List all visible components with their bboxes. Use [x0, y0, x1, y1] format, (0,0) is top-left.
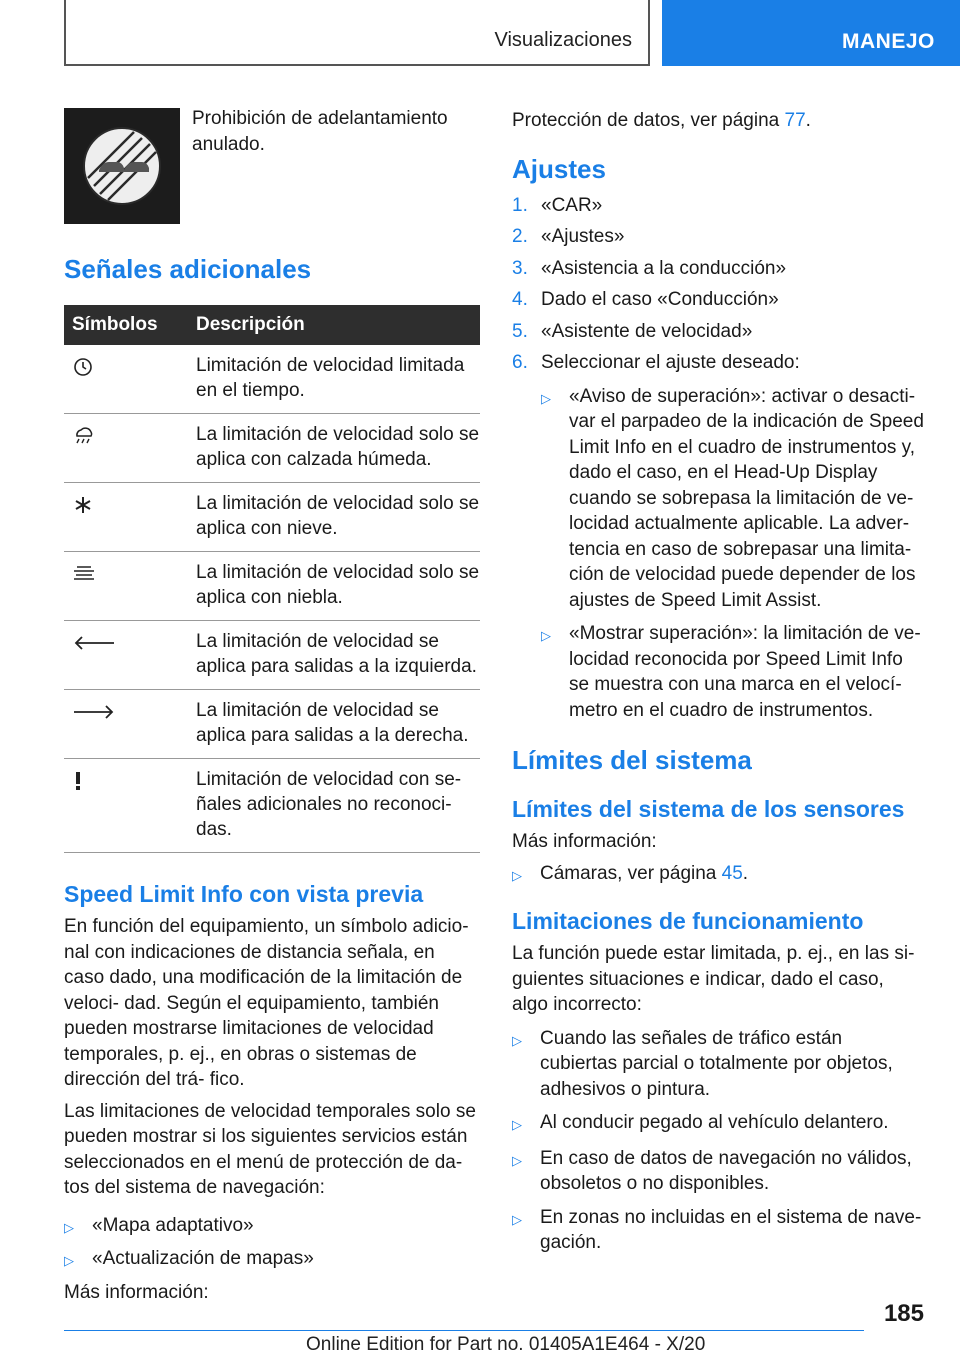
list-item-text: «Aviso de superación»: activar o desacti- var el parpadeo de la indicación de Speed Limit Info en el cuadro de instrumentos y, dado el caso, en el Head-Up Display cuando se sobrepasa la limitación de ve- locidad actualmente aplicable. La adver- tencia en caso de sobrepasar una limita- ción de velocidad puede depender de los ajustes de Speed Limit Assist.: [569, 385, 924, 611]
list-item-text: «Mapa adaptativo»: [92, 1214, 254, 1236]
sign-caption: Prohibición de adelantamiento anulado.: [192, 108, 448, 155]
footer-divider: [64, 1330, 864, 1331]
func-intro: La función puede estar limitada, p. ej., en las si- guientes situaciones e indicar, dado el caso, algo incorrecto:: [512, 943, 915, 1015]
list-item: [512, 1110, 924, 1138]
step-item: [512, 287, 924, 313]
triangle-bullet-icon: ▷: [64, 1253, 74, 1268]
list-item: [512, 1205, 924, 1256]
arrow-left-icon: [72, 641, 116, 658]
triangle-bullet-icon: ▷: [512, 1152, 522, 1168]
header-chapter-title: MANEJO: [842, 30, 935, 53]
list-item-text: Al conducir pegado al vehículo delantero.: [540, 1112, 889, 1133]
list-item: [512, 1026, 924, 1103]
table-row: [64, 345, 480, 414]
step-item: [512, 193, 924, 219]
heading-ajustes: Ajustes: [512, 153, 606, 184]
camaras-suffix: .: [742, 862, 749, 884]
privacy-reference-text: Protección de datos, ver página: [512, 110, 780, 131]
list-item-text: [540, 861, 748, 889]
rain-icon: [72, 434, 96, 451]
step-text: «CAR»: [541, 194, 603, 216]
list-item-text: Cuando las señales de tráfico están cubiertas parcial o totalmente por objetos, adhesivos o pintura.: [540, 1027, 893, 1100]
privacy-page-link[interactable]: 77: [784, 110, 806, 131]
triangle-bullet-icon: ▷: [512, 867, 522, 883]
heading-limites: Límites del sistema: [512, 745, 752, 775]
table-row: [64, 414, 480, 483]
list-item-text: En zonas no incluidas en el sistema de nave- gación.: [540, 1206, 922, 1253]
table-row: [64, 483, 480, 552]
list-item-text: En caso de datos de navegación no válidos, obsoletos o no disponibles.: [540, 1147, 912, 1194]
heading-sensores: Límites del sistema de los sensores: [512, 796, 905, 822]
triangle-bullet-icon: ▷: [541, 390, 551, 406]
heading-senales: Señales adicionales: [64, 254, 312, 284]
list-item: [541, 621, 924, 723]
triangle-bullet-icon: ▷: [512, 1032, 522, 1048]
list-item-text: «Mostrar superación»: la limitación de ve- locidad reconocida por Speed Limit Info se muestra con una marca en el velocí- metro en el cuadro de instrumentos.: [569, 623, 921, 721]
end-no-overtaking-sign-icon: [64, 108, 180, 224]
table-row: [64, 690, 480, 759]
table-row-text: Limitación de velocidad limitada en el tiempo.: [196, 355, 465, 401]
table-row: [64, 759, 480, 853]
step-item: [512, 224, 924, 250]
table-col-description: Descripción: [196, 314, 305, 335]
triangle-bullet-icon: ▷: [541, 628, 551, 643]
table-row-text: Limitación de velocidad con se- ñales adicionales no reconoci- das.: [196, 769, 462, 840]
table-row: [64, 621, 480, 690]
left-column: [64, 108, 480, 1305]
fog-icon: [72, 572, 96, 589]
right-column: [512, 108, 924, 1256]
header-section-title: Visualizaciones: [494, 29, 632, 51]
triangle-bullet-icon: ▷: [64, 1219, 74, 1235]
step-number: 6.: [512, 352, 528, 373]
symbols-table: [64, 305, 480, 853]
heading-speed-limit-info: Speed Limit Info con vista previa: [64, 881, 424, 907]
step-text: Seleccionar el ajuste deseado:: [541, 352, 800, 373]
step-text: «Asistente de velocidad»: [541, 320, 753, 342]
step-number: 3.: [512, 257, 528, 279]
step-number: 4.: [512, 289, 528, 310]
triangle-bullet-icon: ▷: [512, 1211, 522, 1227]
list-item: [64, 1213, 480, 1241]
list-item: [64, 1246, 480, 1274]
triangle-bullet-icon: ▷: [512, 1117, 522, 1132]
table-row-text: La limitación de velocidad solo se aplica con nieve.: [196, 493, 480, 539]
header-section-box: [64, 0, 650, 66]
exclamation-icon: [72, 779, 84, 796]
speed-limit-paragraph-1: En función del equipamiento, un símbolo adicio- nal con indicaciones de distancia señala, en caso dado, una modificación de la limitación de veloci- dad. Según el equipamiento, también pueden mostrarse limitaciones de velocidad temporales, p. ej., en obras o sistemas de dirección del trá- fico.: [64, 916, 469, 1090]
privacy-reference-suffix: .: [805, 110, 811, 131]
header-chapter-box: [662, 0, 960, 66]
page-number: 185: [883, 1300, 924, 1327]
step-number: 1.: [512, 194, 528, 216]
sensores-more-info: Más información:: [512, 831, 657, 852]
table-row-text: La limitación de velocidad se aplica para salidas a la derecha.: [196, 700, 469, 746]
camaras-page-link[interactable]: 45: [721, 862, 743, 884]
table-col-symbols: Símbolos: [72, 314, 158, 335]
list-item: [512, 1146, 924, 1197]
steps-list: [512, 193, 924, 376]
privacy-reference: [512, 108, 924, 134]
table-row-text: La limitación de velocidad solo se aplica con niebla.: [196, 562, 480, 608]
table-row-text: La limitación de velocidad solo se aplica con calzada húmeda.: [196, 424, 480, 470]
arrow-right-icon: [72, 710, 116, 727]
step-number: 2.: [512, 226, 528, 247]
step-text: «Ajustes»: [541, 226, 625, 247]
camaras-text: Cámaras, ver página: [540, 862, 717, 884]
speed-limit-paragraph-2: Las limitaciones de velocidad temporales solo se pueden mostrar si los siguientes servicios están seleccionados en el menú de protección de da- tos del sistema de navegación:: [64, 1100, 476, 1198]
table-row-text: La limitación de velocidad se aplica para salidas a la izquierda.: [196, 631, 477, 677]
list-item: [541, 384, 924, 614]
sign-row: [64, 108, 480, 224]
step-text: «Asistencia a la conducción»: [541, 257, 787, 279]
list-item: [512, 861, 924, 889]
step-item: [512, 350, 924, 376]
step-text: Dado el caso «Conducción»: [541, 289, 779, 310]
more-info-label: Más información:: [64, 1281, 209, 1303]
table-row: [64, 552, 480, 621]
list-item-text: «Actualización de mapas»: [92, 1248, 314, 1269]
step-item: [512, 256, 924, 282]
table-header: [64, 305, 480, 345]
snowflake-icon: [72, 503, 94, 520]
step-number: 5.: [512, 320, 528, 342]
heading-func: Limitaciones de funcionamiento: [512, 908, 864, 934]
footer-edition: Online Edition for Part no. 01405A1E464 - X/20: [306, 1334, 706, 1355]
clock-icon: [72, 365, 94, 382]
step-item: [512, 319, 924, 345]
